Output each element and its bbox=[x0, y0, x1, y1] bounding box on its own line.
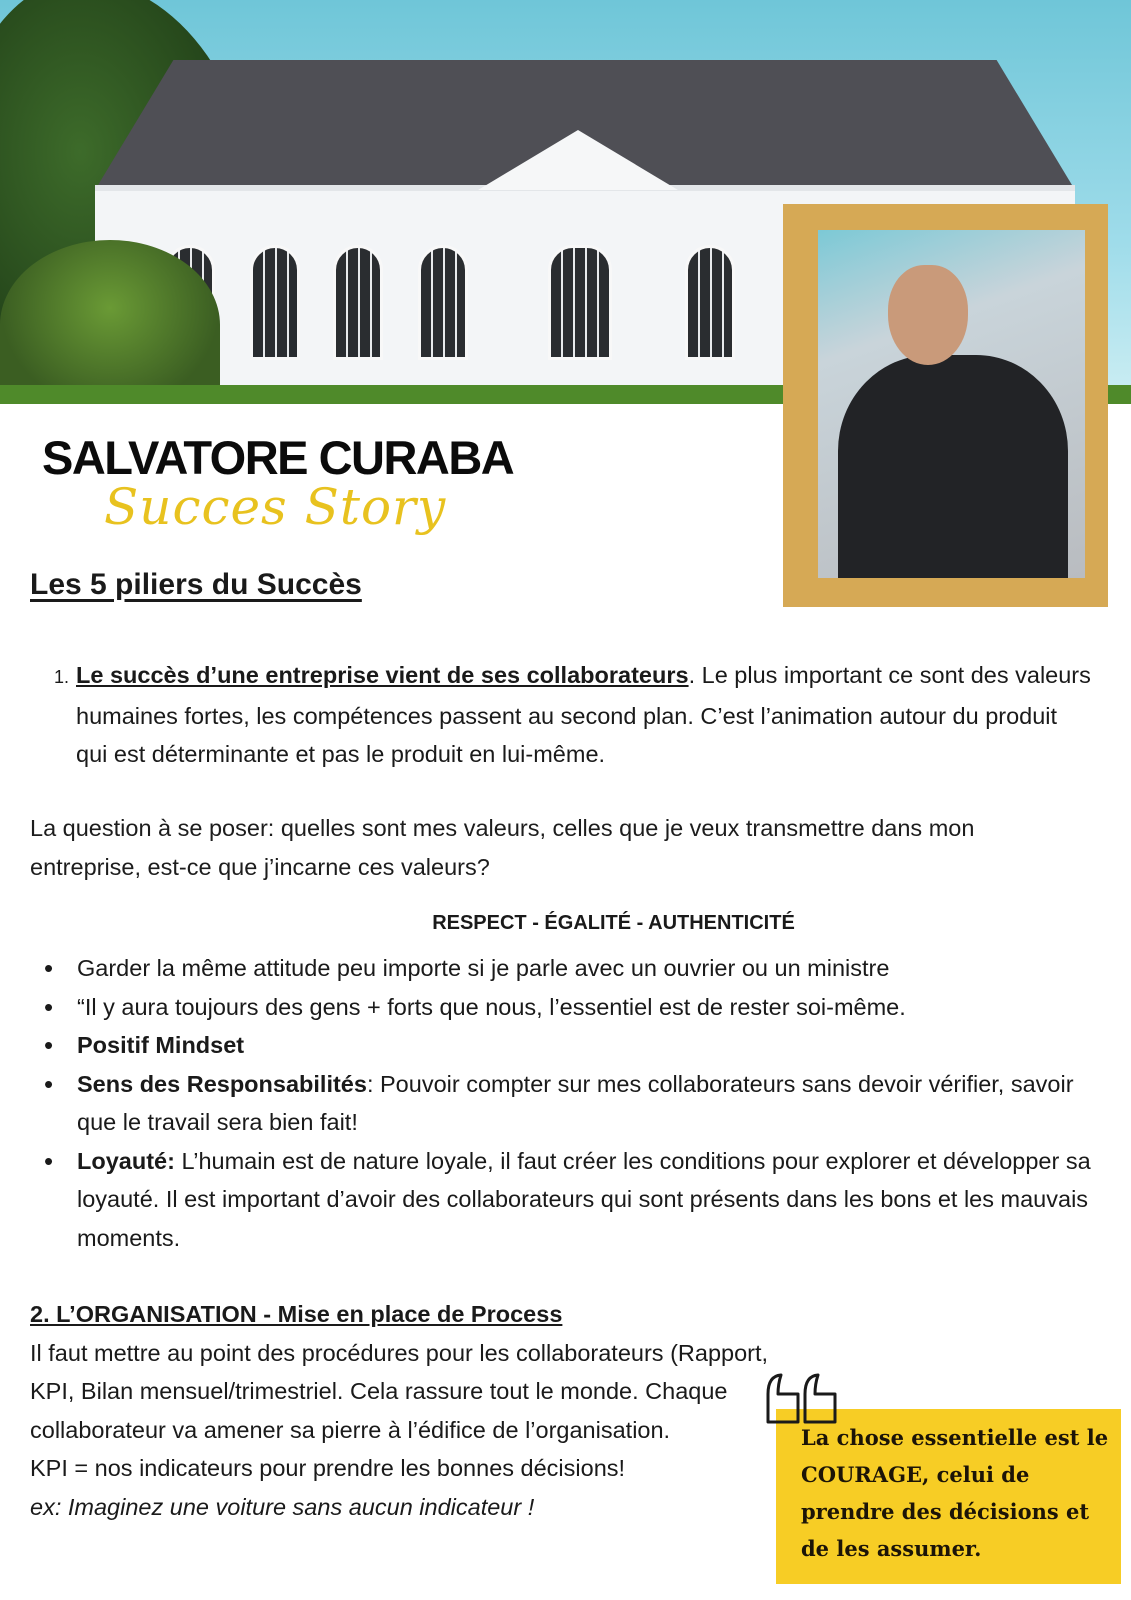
list-item: • Sens des Responsabilités: Pouvoir compter sur mes collaborateurs sans devoir vérifier, savoir que le travail sera bien fait! bbox=[30, 1065, 1115, 1142]
pillar-1-text: . Le plus important ce sont des valeurs humaines fortes, les compétences passent au second plan. C’est l’animation autour du produit qui est déterminante et pas le produit en lui-même. bbox=[76, 662, 1091, 767]
window bbox=[333, 245, 383, 360]
pillar-1 bbox=[54, 656, 1094, 774]
script-title: Succes Story bbox=[104, 478, 447, 536]
bush bbox=[0, 240, 220, 404]
portrait-photo bbox=[818, 230, 1085, 578]
list-item: • Garder la même attitude peu importe si je parle avec un ouvrier ou un ministre bbox=[30, 949, 1115, 988]
pillar-2-text: Il faut mettre au point des procédures pour les collaborateurs (Rapport, KPI, Bilan mensuel/trimestriel. Cela rassure tout le monde. Chaque collaborateur va amener sa pierre à l’édifice de l’organisation. bbox=[30, 1339, 769, 1443]
portrait-frame bbox=[783, 204, 1108, 607]
person-head bbox=[888, 265, 968, 365]
quote-text: La chose essentielle est le COURAGE, celui de prendre des décisions et de les assumer. bbox=[801, 1425, 1109, 1561]
quote-box bbox=[776, 1409, 1121, 1584]
values-heading: RESPECT - ÉGALITÉ - AUTHENTICITÉ bbox=[432, 912, 795, 934]
door-window bbox=[548, 245, 612, 360]
list-number: 1. bbox=[54, 667, 70, 687]
pillar-1-question: La question à se poser: quelles sont mes valeurs, celles que je veux transmettre dans mon entreprise, est-ce que j’incarne ces valeurs? bbox=[30, 815, 975, 880]
pillar-2-heading: 2. L’ORGANISATION - Mise en place de Process bbox=[30, 1301, 563, 1327]
pillar-1-item bbox=[54, 656, 1094, 774]
pillar-1-heading: Le succès d’une entreprise vient de ses collaborateurs bbox=[76, 662, 689, 688]
list-item: • “Il y aura toujours des gens + forts que nous, l’essentiel est de rester soi-même. bbox=[30, 988, 1115, 1027]
person-body bbox=[838, 355, 1068, 578]
quote-icon bbox=[765, 1372, 841, 1426]
window bbox=[685, 245, 735, 360]
pillar-2-example: ex: Imaginez une voiture sans aucun indicateur ! bbox=[30, 1493, 535, 1520]
section-subtitle: Les 5 piliers du Succès bbox=[30, 568, 362, 601]
pillar-2 bbox=[30, 1295, 770, 1526]
values-list bbox=[30, 949, 1115, 1257]
list-item: • Positif Mindset bbox=[30, 1026, 1115, 1065]
page-title: SALVATORE CURABA bbox=[42, 431, 514, 484]
window bbox=[250, 245, 300, 360]
pillar-2-kpi: KPI = nos indicateurs pour prendre les bonnes décisions! bbox=[30, 1455, 626, 1481]
list-item: • Loyauté: L’humain est de nature loyale, il faut créer les conditions pour explorer et développer sa loyauté. Il est important d’avoir des collaborateurs qui sont présents dans les bons et les mauvais moments. bbox=[30, 1142, 1115, 1258]
window bbox=[418, 245, 468, 360]
